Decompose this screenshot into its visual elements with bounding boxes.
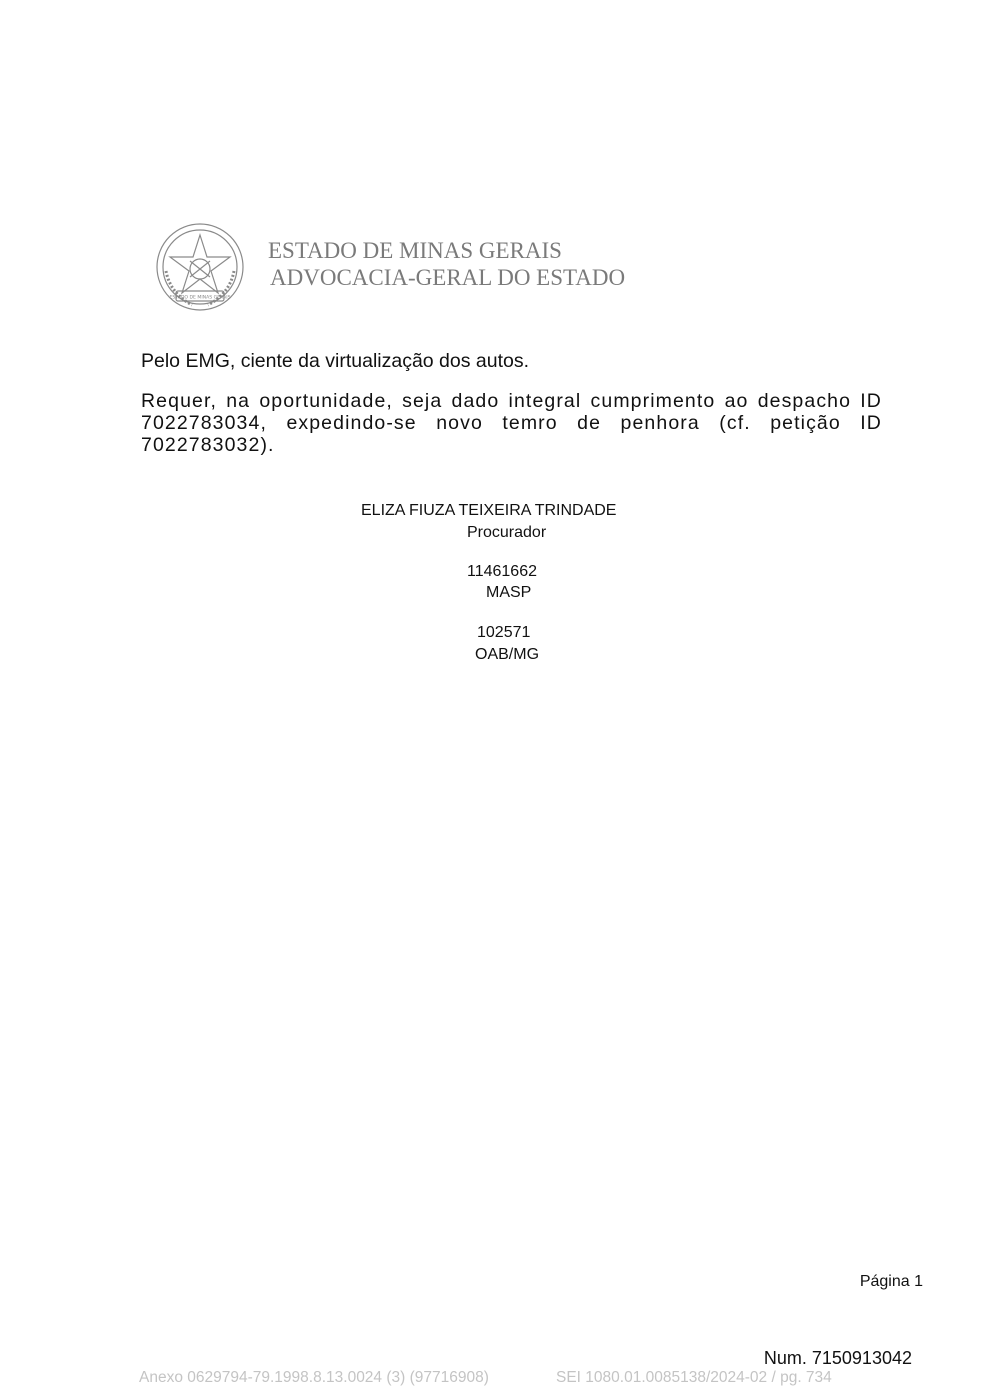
oab-number: 102571 — [477, 624, 531, 641]
signer-role: Procurador — [467, 524, 547, 541]
oab-label: OAB/MG — [475, 646, 540, 663]
coat-of-arms-seal-icon — [154, 221, 246, 313]
letterhead — [154, 221, 674, 313]
signer-name: ELIZA FIUZA TEIXEIRA TRINDADE — [361, 502, 617, 519]
seal-ribbon-text: ESTADO DE MINAS GERAIS — [169, 295, 231, 301]
footer-annex-reference: Anexo 0629794-79.1998.8.13.0024 (3) (97716908) — [139, 1369, 489, 1386]
footer-sei-reference: SEI 1080.01.0085138/2024-02 / pg. 734 — [556, 1369, 832, 1386]
body-paragraph-1: Pelo EMG, ciente da virtualização dos autos. — [141, 350, 530, 372]
document-number: Num. 7150913042 — [763, 1348, 912, 1368]
masp-label: MASP — [486, 584, 532, 601]
body-paragraph-2: Requer, na oportunidade, seja dado integral cumprimento ao despacho ID 7022783034, expedindo-se novo temro de penhora (cf. petição ID 7022783032). — [141, 390, 882, 456]
letterhead-agency-name: ADVOCACIA-GERAL DO ESTADO — [270, 265, 626, 290]
masp-number: 11461662 — [467, 563, 537, 580]
page-number: Página 1 — [859, 1273, 923, 1290]
letterhead-state-name: ESTADO DE MINAS GERAIS — [268, 238, 562, 263]
